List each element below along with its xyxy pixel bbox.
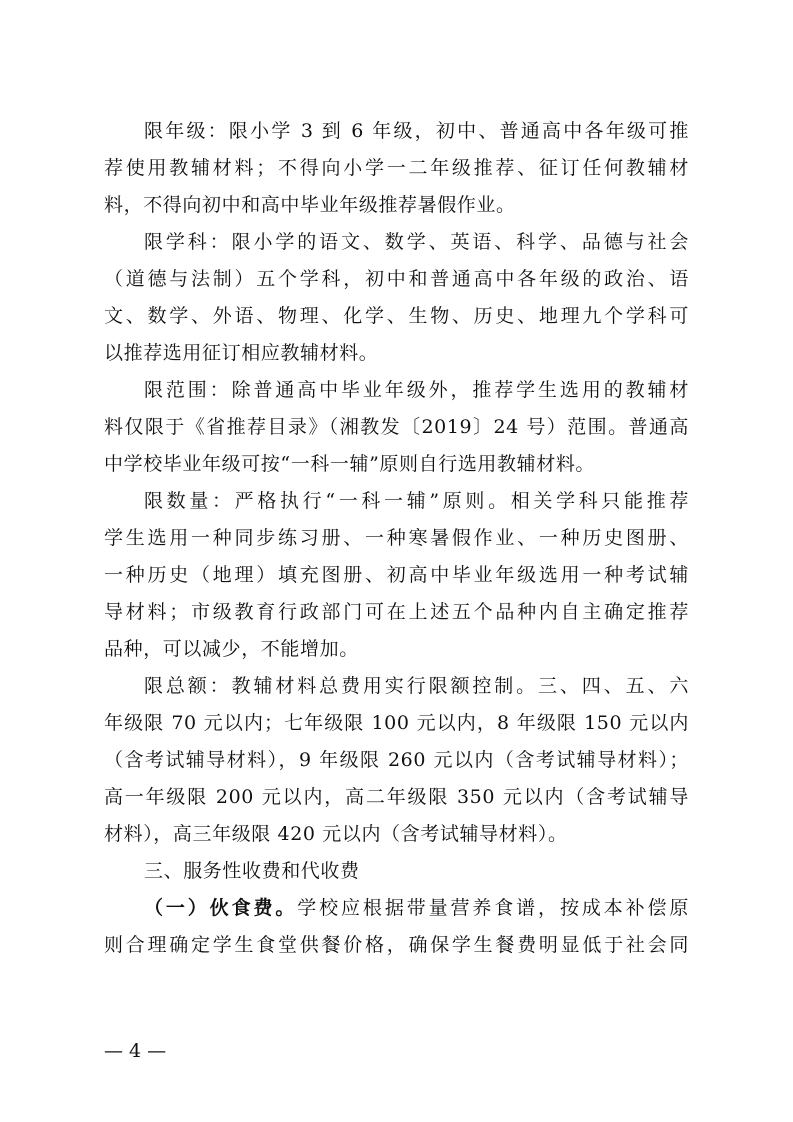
text-line: 年级限 70 元以内；七年级限 100 元以内，8 年级限 150 元以内 [104,712,689,734]
text-line: 料仅限于《省推荐目录》（湘教发〔2019〕24 号）范围。普通高 [104,416,689,438]
paragraph-total-limit [104,668,689,853]
text-line: 一种历史（地理）填充图册、初高中毕业年级选用一种考试辅 [104,564,689,586]
text-line: 高一年级限 200 元以内，高二年级限 350 元以内（含考试辅导 [104,786,689,808]
meal-fee-lead: （一）伙食费。 [144,897,298,919]
text-line: 料，不得向初中和高中毕业年级推荐暑假作业。 [104,194,516,216]
text-line: 品种，可以减少，不能增加。 [104,638,359,660]
paragraph-grade-limit [104,113,689,224]
heading-text: 三、服务性收费和代收费 [144,860,360,882]
text-line [104,890,689,927]
text-line: 学生选用一种同步练习册、一种寒暑假作业、一种历史图册、 [104,527,689,549]
section-heading [104,853,689,890]
text-line: 文、数学、外语、物理、化学、生物、历史、地理九个学科可 [104,305,689,327]
text-line: 限年级：限小学 3 到 6 年级，初中、普通高中各年级可推 [144,120,689,142]
text-line: 限数量：严格执行“一科一辅”原则。相关学科只能推荐 [144,490,689,512]
text-line: 导材料；市级教育行政部门可在上述五个品种内自主确定推荐 [104,601,689,623]
text-line: （含考试辅导材料），9 年级限 260 元以内（含考试辅导材料）； [104,749,689,771]
text-line: 限总额：教辅材料总费用实行限额控制。三、四、五、六 [144,675,689,697]
text-line: （道德与法制）五个学科，初中和普通高中各年级的政治、语 [104,268,689,290]
text-line: 材料），高三年级限 420 元以内（含考试辅导材料）。 [104,823,568,845]
meal-fee-text: 学校应根据带量营养食谱，按成本补偿原 [297,897,689,919]
text-line: 限范围：除普通高中毕业年级外，推荐学生选用的教辅材 [144,379,689,401]
paragraph-scope-limit [104,372,689,483]
text-line: 以推荐选用征订相应教辅材料。 [104,342,379,364]
paragraph-quantity-limit [104,483,689,668]
paragraph-subject-limit [104,224,689,372]
paragraph-meal-fee [104,890,689,964]
page-number: — 4 — [104,1040,167,1062]
text-line: 限学科：限小学的语文、数学、英语、科学、品德与社会 [144,231,689,253]
text-line: 中学校毕业年级可按“一科一辅”原则自行选用教辅材料。 [104,453,596,475]
text-line: 荐使用教辅材料；不得向小学一二年级推荐、征订任何教辅材 [104,157,689,179]
text-line: 则合理确定学生食堂供餐价格，确保学生餐费明显低于社会同 [104,934,689,956]
